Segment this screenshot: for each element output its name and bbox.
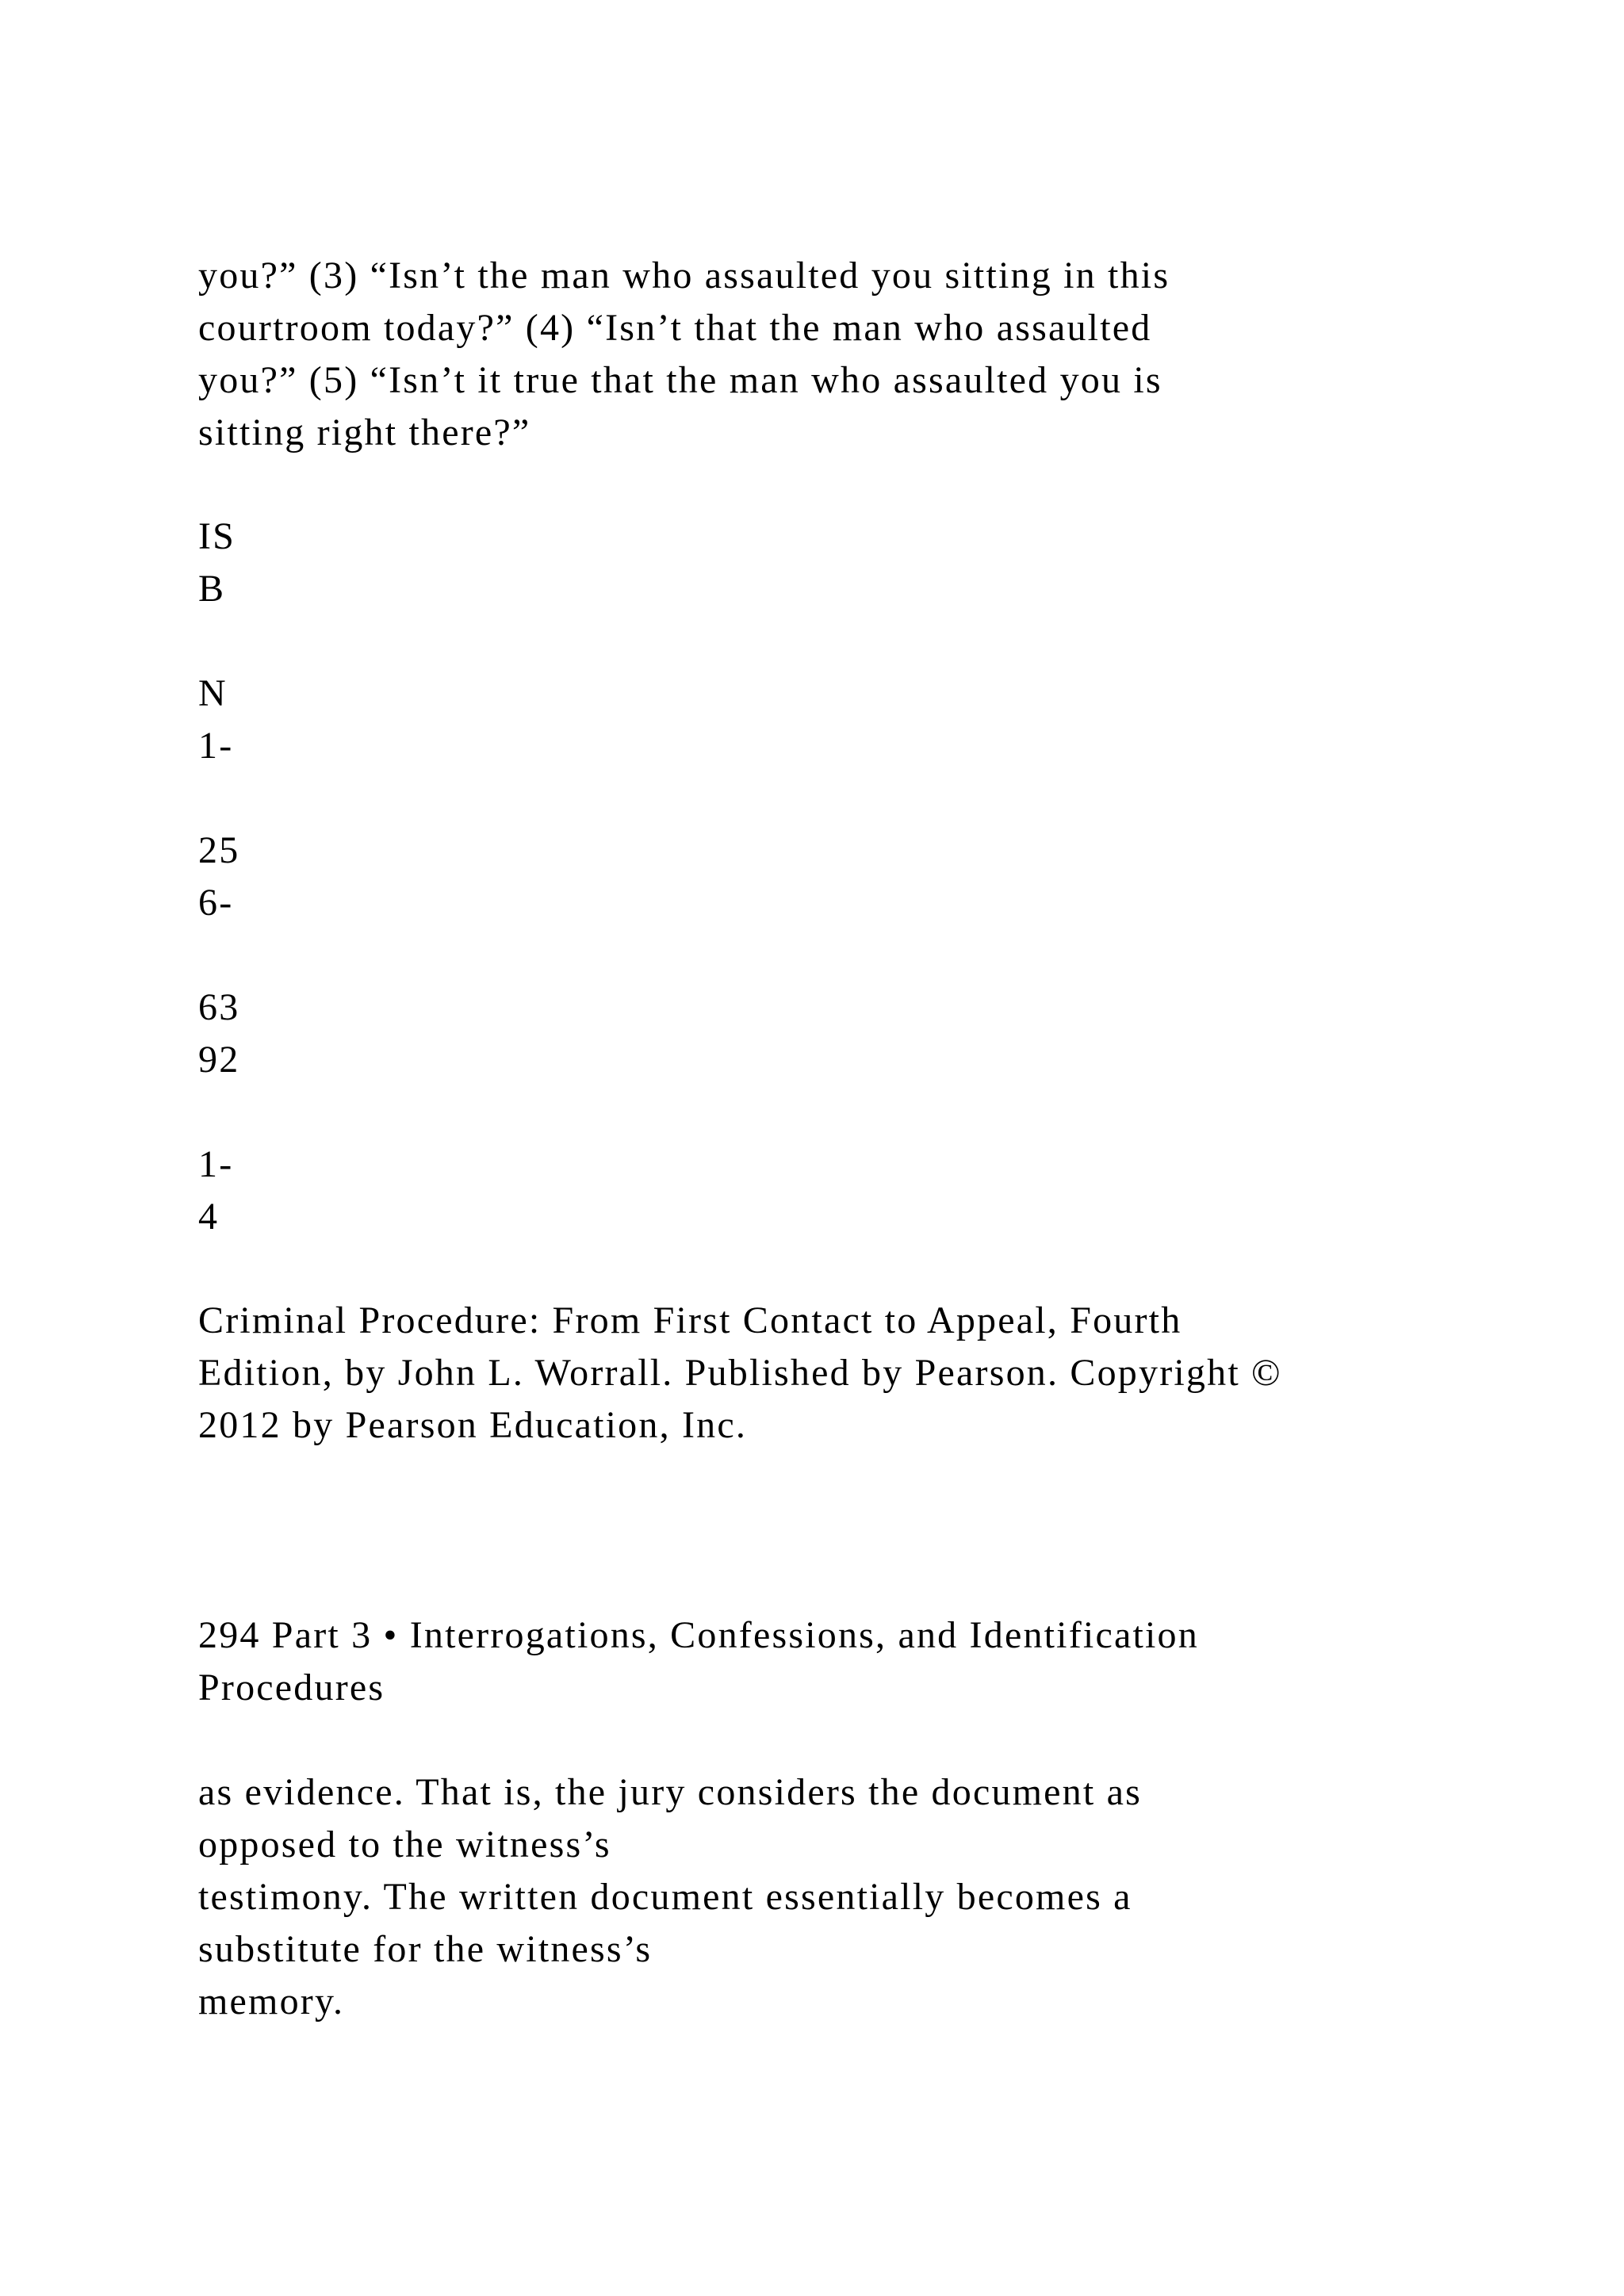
isbn-fragment: N — [198, 672, 228, 714]
isbn-fragment: 25 — [198, 829, 240, 871]
isbn-fragment: IS — [198, 515, 236, 557]
text-line: you?” (5) “Isn’t it true that the man who assaulted you is — [198, 359, 1162, 401]
copyright-line: 2012 by Pearson Education, Inc. — [198, 1404, 748, 1446]
isbn-fragment: 6- — [198, 882, 234, 924]
copyright-line: Criminal Procedure: From First Contact to Appeal, Fourth — [198, 1299, 1182, 1341]
isbn-fragment: 63 — [198, 986, 240, 1028]
text-line: courtroom today?” (4) “Isn’t that the man who assaulted — [198, 307, 1152, 349]
text-line: you?” (3) “Isn’t the man who assaulted you sitting in this — [198, 254, 1170, 297]
isbn-fragment: 4 — [198, 1196, 220, 1238]
page-header: Procedures — [198, 1667, 385, 1709]
isbn-fragment: B — [198, 568, 226, 610]
body-line: memory. — [198, 1980, 345, 2022]
body-line: substitute for the witness’s — [198, 1928, 653, 1970]
isbn-fragment: 92 — [198, 1039, 240, 1081]
isbn-fragment: 1- — [198, 1143, 234, 1185]
copyright-line: Edition, by John L. Worrall. Published by Pearson. Copyright © — [198, 1352, 1282, 1394]
page-header: 294 Part 3 • Interrogations, Confessions, and Identification — [198, 1614, 1199, 1656]
isbn-fragment: 1- — [198, 725, 234, 767]
body-line: as evidence. That is, the jury considers the document as — [198, 1771, 1143, 1813]
text-line: sitting right there?” — [198, 411, 531, 453]
body-line: opposed to the witness’s — [198, 1823, 611, 1866]
body-line: testimony. The written document essentially becomes a — [198, 1876, 1132, 1918]
